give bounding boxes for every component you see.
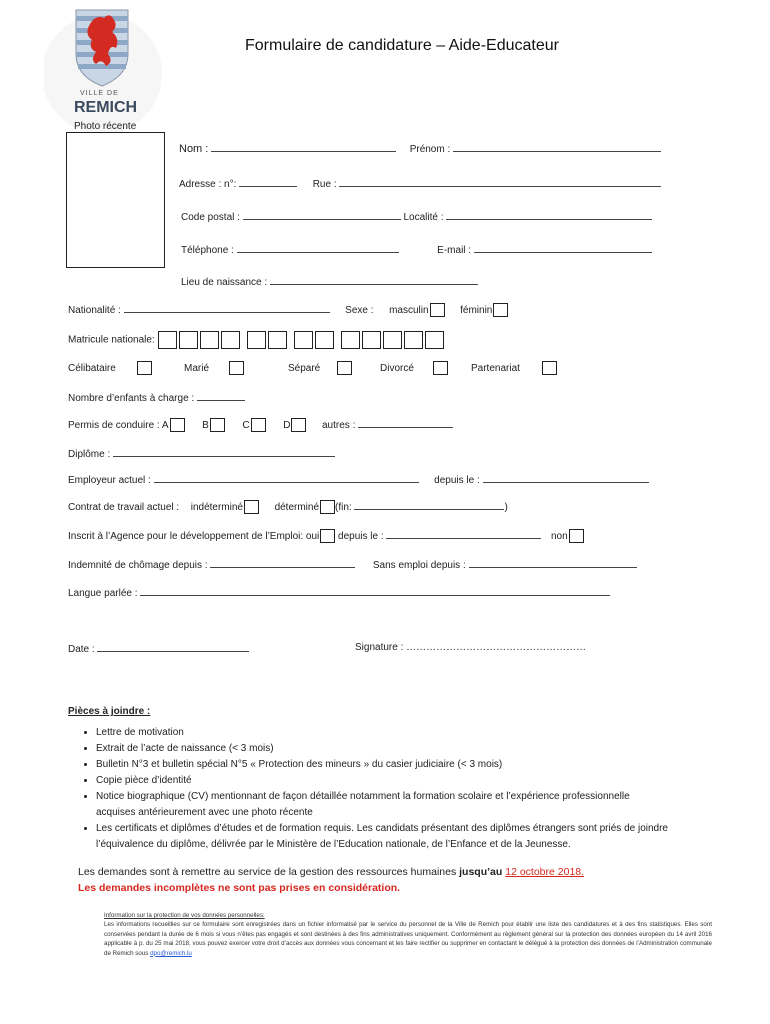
nationalite-field[interactable] (124, 303, 330, 313)
row-etat-civil (68, 361, 568, 377)
permis-d-checkbox[interactable] (291, 418, 306, 432)
inscrit-depuis-field[interactable] (386, 529, 541, 539)
row-date (68, 642, 249, 655)
matricule-box-7[interactable] (294, 331, 313, 349)
row-adresse (179, 177, 661, 190)
row-indemnite (68, 558, 637, 571)
matricule-box-12[interactable] (404, 331, 423, 349)
row-employeur (68, 473, 649, 486)
prenom-field[interactable] (453, 142, 661, 152)
matricule-box-13[interactable] (425, 331, 444, 349)
row-matricule (68, 331, 446, 349)
matricule-box-6[interactable] (268, 331, 287, 349)
info-heading: Information sur la protection de vos données personnelles: (104, 912, 265, 919)
masculin-checkbox[interactable] (430, 303, 445, 317)
rue-label: Rue : (312, 179, 337, 190)
diplome-field[interactable] (113, 447, 335, 457)
marie-label: Marié (184, 363, 210, 374)
marie-checkbox[interactable] (229, 361, 244, 375)
telephone-field[interactable] (237, 243, 399, 253)
adresse-numero-field[interactable] (239, 177, 297, 187)
inscrit-depuis-label: depuis le : (338, 531, 384, 542)
inscrit-non-checkbox[interactable] (569, 529, 584, 543)
employeur-depuis-field[interactable] (483, 473, 649, 483)
autres-field[interactable] (358, 418, 453, 428)
list-item: • Copie pièce d’identité (96, 773, 716, 789)
photo-box[interactable] (66, 132, 165, 268)
separe-checkbox[interactable] (337, 361, 352, 375)
partenariat-checkbox[interactable] (542, 361, 557, 375)
lieu-naissance-field[interactable] (270, 275, 478, 285)
row-langue (68, 586, 610, 599)
matricule-box-9[interactable] (341, 331, 360, 349)
divorce-checkbox[interactable] (433, 361, 448, 375)
row-signature (355, 642, 586, 653)
telephone-label: Téléphone : (181, 245, 234, 256)
localite-field[interactable] (446, 210, 652, 220)
row-enfants (68, 391, 245, 404)
info-body: Les informations recueillies sur ce formulaire sont enregistrées dans un fichier informatisé par le service du personnel de la Ville de Remich pour établir une liste des candidatures et à des fins statistiques. Elles sont conservées pendant la durée de 6 mois si vous n’êtes pas engagés et sont destinées à des fins administratives uniquement. Conformément au règlement général sur la protection des données européen du 14 avril 2016 applicable à p. du 25 mai 2018, vous pouvez exercer votre droit d’accès aux données vous concernant et les faire rectifier ou supprimer en contactant le délégué à la protection des données de l’Administration communale de Remich sous (104, 921, 712, 957)
row-telephone (181, 243, 652, 256)
rue-field[interactable] (339, 177, 661, 187)
permis-d-label: D (283, 420, 291, 431)
feminin-label: féminin (460, 305, 493, 316)
prenom-label: Prénom : (409, 144, 451, 155)
code-postal-label: Code postal : (181, 212, 240, 223)
diplome-label: Diplôme : (68, 449, 111, 460)
langue-label: Langue parlée : (68, 588, 138, 599)
matricule-box-10[interactable] (362, 331, 381, 349)
permis-c-label: C (242, 420, 250, 431)
dpo-email-link[interactable]: dpo@remich.lu (150, 949, 192, 957)
employeur-label: Employeur actuel : (68, 475, 151, 486)
indetermine-checkbox[interactable] (244, 500, 259, 514)
pieces-heading: Pièces à joindre : (68, 706, 151, 717)
matricule-label: Matricule nationale: (68, 334, 155, 346)
separe-label: Séparé (288, 363, 321, 374)
deadline-jusquau: jusqu’au (459, 866, 503, 878)
nationalite-label: Nationalité : (68, 305, 121, 316)
divorce-label: Divorcé (380, 363, 414, 374)
celibataire-checkbox[interactable] (137, 361, 152, 375)
lieu-naissance-label: Lieu de naissance : (181, 277, 268, 288)
sexe-label: Sexe : (345, 305, 374, 316)
matricule-box-5[interactable] (247, 331, 266, 349)
permis-label: Permis de conduire : A (68, 420, 169, 431)
matricule-box-4[interactable] (221, 331, 240, 349)
row-nationalite (68, 303, 508, 317)
nom-label: Nom : (179, 143, 209, 155)
deadline-line (78, 866, 584, 878)
adresse-label: Adresse : n°: (179, 179, 237, 190)
list-item: • Lettre de motivation (96, 725, 716, 741)
row-permis (68, 418, 453, 432)
date-label: Date : (68, 644, 95, 655)
autres-label: autres : (322, 420, 356, 431)
sans-emploi-field[interactable] (469, 558, 637, 568)
celibataire-label: Célibataire (68, 363, 116, 374)
logo-line1: VILLE DE (80, 90, 119, 97)
list-item: • Bulletin N°3 et bulletin spécial N°5 « Protection des mineurs » du casier judiciaire (< 3 mois) (96, 757, 716, 773)
contrat-label: Contrat de travail actuel : (68, 502, 180, 513)
list-item: • Extrait de l’acte de naissance (< 3 mois) (96, 741, 716, 757)
enfants-label: Nombre d’enfants à charge : (68, 393, 195, 404)
indemnite-label: Indemnité de chômage depuis : (68, 560, 208, 571)
signature-label: Signature : (355, 642, 404, 653)
feminin-checkbox[interactable] (493, 303, 508, 317)
pieces-list (76, 725, 716, 853)
email-label: E-mail : (437, 245, 472, 256)
fin-close: ) (504, 502, 508, 513)
data-protection-info (104, 911, 712, 958)
permis-c-checkbox[interactable] (251, 418, 266, 432)
fin-field[interactable] (354, 500, 504, 510)
code-postal-field[interactable] (243, 210, 401, 220)
non-label: non (550, 531, 568, 542)
signature-field[interactable]: ……………………………………………… (406, 642, 587, 653)
inscrit-oui-checkbox[interactable] (320, 529, 335, 543)
nom-field[interactable] (211, 142, 396, 152)
logo-line2: REMICH (74, 99, 138, 116)
row-diplome (68, 447, 335, 460)
row-contrat (68, 500, 508, 514)
inscrit-label: Inscrit à l’Agence pour le développement de l’Emploi: oui (68, 531, 320, 542)
langue-field[interactable] (140, 586, 610, 596)
matricule-box-8[interactable] (315, 331, 334, 349)
row-inscrit (68, 529, 584, 543)
matricule-box-1[interactable] (158, 331, 177, 349)
indemnite-field[interactable] (210, 558, 355, 568)
row-code-postal (181, 210, 652, 223)
list-item: • Notice biographique (CV) mentionnant de façon détaillée notamment la formation scolaire et l’expérience professionnelle acquises antérieurement avec une photo récente (96, 789, 666, 821)
indetermine-label: indéterminé (190, 502, 243, 513)
row-nom (179, 142, 661, 155)
determine-checkbox[interactable] (320, 500, 335, 514)
partenariat-label: Partenariat (471, 363, 520, 374)
localite-label: Localité : (403, 212, 444, 223)
deadline-date: 12 octobre 2018. (505, 866, 585, 878)
matricule-box-11[interactable] (383, 331, 402, 349)
permis-b-label: B (202, 420, 209, 431)
employeur-field[interactable] (154, 473, 419, 483)
row-lieu-naissance (181, 275, 478, 288)
page-title: Formulaire de candidature – Aide-Educateur (245, 37, 559, 54)
masculin-label: masculin (389, 305, 429, 316)
employeur-depuis-label: depuis le : (434, 475, 480, 486)
sans-emploi-label: Sans emploi depuis : (372, 560, 466, 571)
matricule-box-2[interactable] (179, 331, 198, 349)
deadline-text: Les demandes sont à remettre au service de la gestion des ressources humaines (78, 866, 457, 878)
photo-label: Photo récente (74, 121, 137, 132)
deadline-incomplete: Les demandes incomplètes ne sont pas prises en considération. (78, 882, 401, 894)
date-field[interactable] (97, 642, 249, 652)
determine-label: déterminé (274, 502, 320, 513)
email-field[interactable] (474, 243, 652, 253)
list-item: • Les certificats et diplômes d’études et de formation requis. Les candidats présentant des diplômes étrangers sont priés de joindre l’équivalence du diplôme, délivrée par le Ministère de l’Education nationale, de l’Enfance et de la Jeunesse. (96, 821, 716, 853)
permis-a-checkbox[interactable] (170, 418, 185, 432)
fin-open: (fin: (335, 502, 352, 513)
enfants-field[interactable] (197, 391, 245, 401)
matricule-box-3[interactable] (200, 331, 219, 349)
permis-b-checkbox[interactable] (210, 418, 225, 432)
